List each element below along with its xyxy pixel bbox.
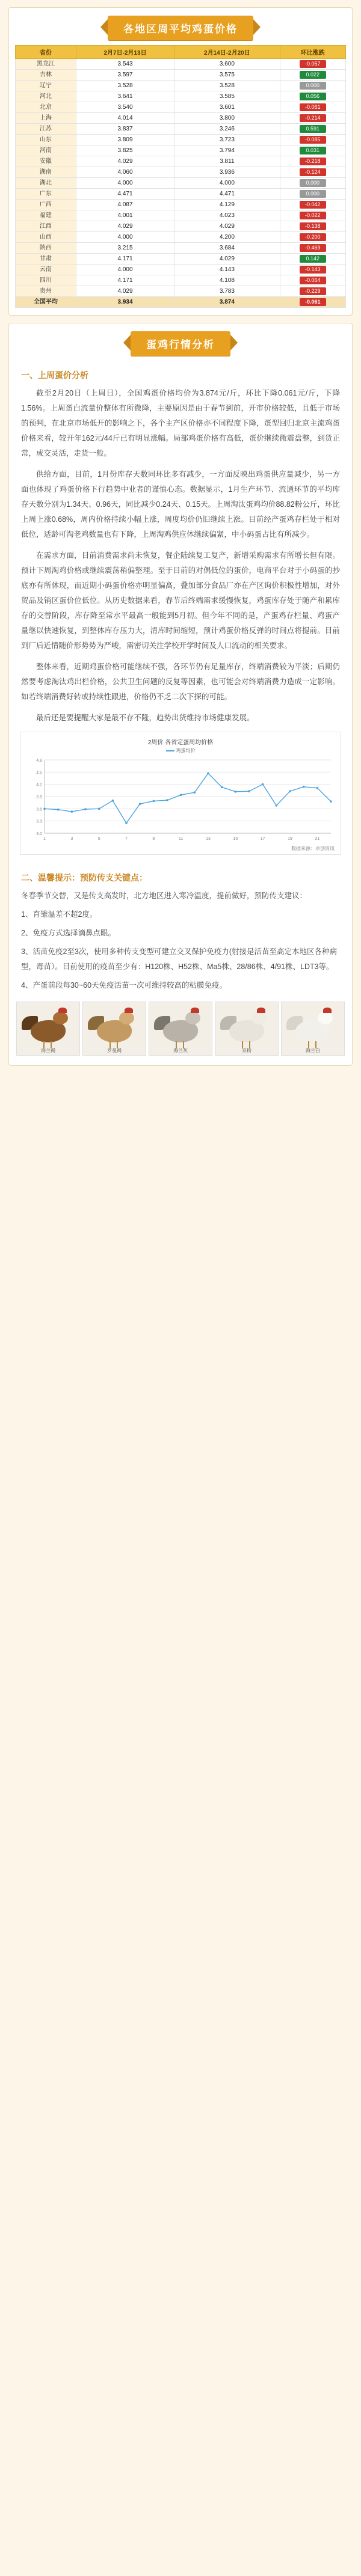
analysis-paragraph: 截至2月20日（上周日），全国鸡蛋价格均价为3.874元/斤，环比下降0.061元/斤，下降1.56%。上周蛋白流量价整体有所微降，主要原因是由于春节到前，开市价格较低，且低于市场的预判，在北京市场低开的影响之下，各个主产区价格亦不同程度下降，蛋型回归北京主流鸡蛋价格来看，较开年162元/44斤已有明显涨幅。局部鸡蛋价格有高低，蛋价继续微震盘整，到货正常，成交灵活，走货一般。: [21, 389, 340, 457]
cell-province: 江西: [16, 221, 76, 232]
chart-canvas: [24, 755, 337, 845]
cell-week1: 3.528: [76, 81, 174, 91]
change-badge: -0.138: [300, 222, 326, 230]
cell-change: [280, 210, 345, 221]
change-badge: -0.218: [300, 158, 326, 165]
cell-week2: 3.601: [174, 102, 280, 113]
table-row: [16, 243, 346, 254]
svg-text:13: 13: [206, 837, 211, 841]
breed-photo: [215, 1002, 279, 1056]
change-badge: 0.031: [300, 147, 326, 154]
cell-province: 全国平均: [16, 297, 76, 308]
table-row: [16, 91, 346, 102]
cell-change: [280, 178, 345, 189]
table-row: [16, 135, 346, 145]
svg-text:17: 17: [260, 837, 265, 841]
cell-change: [280, 59, 345, 70]
cell-change: [280, 189, 345, 200]
cell-change: [280, 275, 345, 286]
svg-text:15: 15: [233, 837, 238, 841]
cell-week2: 3.936: [174, 167, 280, 178]
cell-province: 云南: [16, 265, 76, 275]
col-week1: 2月7日-2月13日: [76, 46, 174, 59]
svg-text:4.8: 4.8: [36, 759, 42, 763]
breed-caption: 京粉: [242, 1048, 251, 1053]
analysis-title-banner: [9, 329, 352, 357]
cell-week1: 3.934: [76, 297, 174, 308]
svg-text:7: 7: [125, 837, 128, 841]
cell-week1: 4.060: [76, 167, 174, 178]
svg-text:3.6: 3.6: [36, 807, 42, 812]
cell-week1: 4.000: [76, 178, 174, 189]
table-row: [16, 124, 346, 135]
cell-province: 河南: [16, 145, 76, 156]
cell-province: 吉林: [16, 70, 76, 81]
cell-province: 河北: [16, 91, 76, 102]
svg-text:19: 19: [288, 837, 292, 841]
cell-change: [280, 70, 345, 81]
cell-change: [280, 167, 345, 178]
cell-change: [280, 91, 345, 102]
cell-week1: 4.014: [76, 113, 174, 124]
table-row: [16, 81, 346, 91]
breed-photo: [281, 1002, 345, 1056]
change-badge: -0.022: [300, 212, 326, 219]
price-table: [15, 45, 346, 308]
breed-photo-strip: [9, 997, 352, 1058]
cell-province: 黑龙江: [16, 59, 76, 70]
change-badge: 0.056: [300, 93, 326, 100]
tip-item: 2、免疫方式选择滴鼻点眼。: [21, 929, 116, 937]
cell-week1: 3.837: [76, 124, 174, 135]
change-badge: -0.469: [300, 244, 326, 252]
svg-text:4.2: 4.2: [36, 783, 42, 788]
change-badge: 0.000: [300, 82, 326, 90]
change-badge: -0.042: [300, 201, 326, 209]
table-row: [16, 167, 346, 178]
page-root: [0, 7, 361, 1088]
change-badge: 0.591: [300, 125, 326, 133]
table-row: [16, 210, 346, 221]
table-row: [16, 275, 346, 286]
price-table-body: [16, 59, 346, 308]
svg-text:3.0: 3.0: [36, 832, 42, 836]
tip-item: 1、育雏温差不超2度。: [21, 910, 97, 919]
breed-caption: 海兰灰: [173, 1048, 188, 1053]
cell-province: 广西: [16, 200, 76, 210]
cell-change: [280, 297, 345, 308]
tip-item: 3、活苗免疫2至3次，使用多种传支变型可建立交叉保护免疫力(射接是活苗至高定本地区各种病型，毒苗）。目前使用的疫苗至少有：H120株、H52株、Ma5株、28/86株、4/91株、LDT3等。: [21, 947, 338, 971]
breed-photo: [149, 1002, 212, 1056]
cell-province: 四川: [16, 275, 76, 286]
cell-change: [280, 200, 345, 210]
table-row: [16, 102, 346, 113]
cell-change: [280, 286, 345, 297]
cell-week1: 3.540: [76, 102, 174, 113]
cell-change: [280, 135, 345, 145]
cell-change: [280, 113, 345, 124]
cell-week2: 3.528: [174, 81, 280, 91]
cell-week2: 4.029: [174, 221, 280, 232]
legend-swatch: [166, 750, 174, 751]
cell-province: 甘肃: [16, 254, 76, 265]
table-header-row: [16, 46, 346, 59]
cell-week1: 3.809: [76, 135, 174, 145]
svg-text:21: 21: [315, 837, 320, 841]
cell-week2: 3.811: [174, 156, 280, 167]
cell-province: 湖北: [16, 178, 76, 189]
chart-footnote: 数据来源：卓创资讯: [291, 846, 335, 851]
analysis-heading-1: 一、上周蛋价分析: [21, 370, 88, 380]
table-row: [16, 254, 346, 265]
table-row: [16, 286, 346, 297]
col-week2: 2月14日-2月20日: [174, 46, 280, 59]
change-badge: -0.229: [300, 287, 326, 295]
cell-week2: 3.794: [174, 145, 280, 156]
cell-week2: 4.108: [174, 275, 280, 286]
breed-caption: 海兰褐: [41, 1048, 55, 1053]
cell-week2: 4.200: [174, 232, 280, 243]
analysis-paragraph: 最后还是要提醒大家是最不存不隆，趋势出货维持市场健康发展。: [36, 714, 255, 722]
cell-change: [280, 145, 345, 156]
price-table-wrap: [9, 45, 352, 308]
breed-photo: [16, 1002, 80, 1056]
breed-caption: 海兰白: [306, 1048, 320, 1053]
cell-province: 安徽: [16, 156, 76, 167]
cell-week1: 4.029: [76, 286, 174, 297]
change-badge: -0.200: [300, 233, 326, 241]
tip-item: 4、产蛋前段每30~60天免疫活苗一次可维持较高的粘膜免疫。: [21, 981, 227, 990]
cell-week2: 4.471: [174, 189, 280, 200]
change-badge: 0.000: [300, 190, 326, 198]
analysis-paragraph: 整体来看，近期鸡蛋价格可能继续不强，各环节仍有足量库存，终端消费较为平淡；后期仍然要考虑淘汰鸡出栏价格，公共卫生问题的反复等因素，也可能会对终端消费力造成一定影响。如若终端消费好转或持续性跟进，价格仍不乏二次下探的可能。: [21, 662, 340, 701]
price-title-banner: [9, 14, 352, 41]
table-row: [16, 178, 346, 189]
cell-change: [280, 124, 345, 135]
svg-text:9: 9: [152, 837, 155, 841]
cell-change: [280, 232, 345, 243]
cell-change: [280, 221, 345, 232]
cell-week1: 4.171: [76, 275, 174, 286]
cell-week2: 3.874: [174, 297, 280, 308]
change-badge: -0.085: [300, 136, 326, 144]
cell-week1: 4.029: [76, 221, 174, 232]
change-badge: 0.142: [300, 255, 326, 263]
analysis-heading-2: 二、温馨提示：预防传支关键点：: [21, 873, 147, 883]
table-row: [16, 70, 346, 81]
cell-province: 贵州: [16, 286, 76, 297]
cell-week1: 3.215: [76, 243, 174, 254]
tips-article: [9, 863, 352, 993]
col-province: 省份: [16, 46, 76, 59]
change-badge: -0.061: [300, 298, 326, 306]
cell-week1: 3.543: [76, 59, 174, 70]
table-row: [16, 59, 346, 70]
footer-spacer: [0, 1073, 361, 1081]
svg-text:3.9: 3.9: [36, 795, 42, 800]
price-table-card: [8, 7, 353, 316]
cell-change: [280, 102, 345, 113]
egg-price-chart: [20, 732, 341, 855]
table-row-total: [16, 297, 346, 308]
chart-title: 2周价 各省定蛋周均价格: [147, 739, 214, 746]
analysis-title-text: 蛋鸡行情分析: [131, 331, 230, 356]
cell-week2: 4.029: [174, 254, 280, 265]
cell-province: 北京: [16, 102, 76, 113]
cell-week2: 4.000: [174, 178, 280, 189]
cell-change: [280, 243, 345, 254]
cell-week2: 3.585: [174, 91, 280, 102]
cell-province: 广东: [16, 189, 76, 200]
cell-province: 山东: [16, 135, 76, 145]
cell-week2: 3.246: [174, 124, 280, 135]
cell-week1: 3.597: [76, 70, 174, 81]
svg-text:3.3: 3.3: [36, 819, 42, 824]
cell-province: 上海: [16, 113, 76, 124]
cell-province: 江苏: [16, 124, 76, 135]
change-badge: -0.214: [300, 114, 326, 122]
cell-week2: 4.023: [174, 210, 280, 221]
table-row: [16, 232, 346, 243]
cell-week2: 3.723: [174, 135, 280, 145]
change-badge: -0.057: [300, 60, 326, 68]
analysis-article: [9, 361, 352, 726]
svg-text:5: 5: [97, 837, 100, 841]
analysis-card: [8, 323, 353, 1066]
cell-week1: 3.641: [76, 91, 174, 102]
table-row: [16, 200, 346, 210]
cell-week2: 3.600: [174, 59, 280, 70]
table-row: [16, 265, 346, 275]
breed-caption: 罗曼褐: [107, 1048, 122, 1053]
svg-text:4.5: 4.5: [36, 771, 42, 776]
table-row: [16, 189, 346, 200]
cell-province: 陕西: [16, 243, 76, 254]
cell-week1: 4.029: [76, 156, 174, 167]
cell-week2: 4.129: [174, 200, 280, 210]
legend-label: 鸡蛋均价: [176, 748, 196, 753]
cell-change: [280, 156, 345, 167]
cell-week1: 4.001: [76, 210, 174, 221]
cell-change: [280, 81, 345, 91]
cell-province: 辽宁: [16, 81, 76, 91]
cell-week2: 3.800: [174, 113, 280, 124]
change-badge: 0.000: [300, 179, 326, 187]
change-badge: -0.143: [300, 266, 326, 274]
cell-province: 山西: [16, 232, 76, 243]
cell-week1: 4.471: [76, 189, 174, 200]
change-badge: -0.124: [300, 168, 326, 176]
analysis-paragraph: 供给方面，目前，1月份库存天数同环比多有减少，一方面反映出鸡蛋供应量减少，另一方面也体现了鸡蛋价格下行趋势中业者的谨慎心态。数据显示，1月生产环节、流通环节的平均库存天数分别为1.34天、0.96天，同比减少0.24天、0.15天。上周淘汰蛋鸡均价88.82粉公斤，环比上周上涨0.68%，周内价格持续小幅上涨，周度均价仍旧继续上涨。目前经产蛋鸡存栏处于相对低位，适龄可淘老鸡数量也有下降，上周淘鸡供应体继续偏紧，中小码蛋占比有所减少。: [21, 470, 340, 539]
cell-week1: 3.825: [76, 145, 174, 156]
cell-week2: 3.575: [174, 70, 280, 81]
chart-legend: [24, 747, 337, 754]
table-row: [16, 113, 346, 124]
cell-week1: 4.000: [76, 265, 174, 275]
col-change: 环比涨跌: [280, 46, 345, 59]
svg-text:3: 3: [70, 837, 73, 841]
cell-week1: 4.087: [76, 200, 174, 210]
change-badge: -0.064: [300, 277, 326, 284]
breed-photo: [82, 1002, 146, 1056]
svg-text:11: 11: [179, 837, 184, 841]
svg-text:1: 1: [43, 837, 46, 841]
table-row: [16, 221, 346, 232]
cell-week2: 4.143: [174, 265, 280, 275]
tips-intro: 冬春季节交替，又是传支高发时，北方地区进入寒冷温度，提前做好，预防传支建议：: [21, 892, 307, 900]
cell-province: 湖南: [16, 167, 76, 178]
cell-week1: 4.171: [76, 254, 174, 265]
table-row: [16, 156, 346, 167]
cell-change: [280, 265, 345, 275]
analysis-paragraph: 在需求方面，目前消费需求尚未恢复，餐企陆续复工复产，新增采购需求有所增长但有限。预计下周淘鸡价格或继续震荡稍偏整理。至于目前的对偶低位的蛋价，电商平台对于小码蛋的抄底亦有所休现，而近期小码蛋价格亦明显偏高，叠加部分食品厂亦在产区询价积极性增加，对外贸品及销区蛋价位低位。从历史数据来看，春节后终端需求缓慢恢复，鸡蛋库存处于随产和累库存的交替阶段，库存降至常水平最高一般能到5月初。但今年不同的是，产蛋鸡存栏量、鸡蛋产量继以快速恢复，到整体库存压力大，清库时间缩短，预计鸡蛋价格反弹的时间点将提前。目前到厂后近情随价形势势为严峻，需密切关注学校开学时间及人口流动的相关要求。: [21, 551, 340, 650]
change-badge: 0.022: [300, 71, 326, 79]
cell-week2: 3.684: [174, 243, 280, 254]
cell-week1: 4.000: [76, 232, 174, 243]
price-title-text: 各地区周平均鸡蛋价格: [108, 16, 253, 40]
table-row: [16, 145, 346, 156]
cell-week2: 3.783: [174, 286, 280, 297]
cell-change: [280, 254, 345, 265]
cell-province: 福建: [16, 210, 76, 221]
change-badge: -0.061: [300, 103, 326, 111]
